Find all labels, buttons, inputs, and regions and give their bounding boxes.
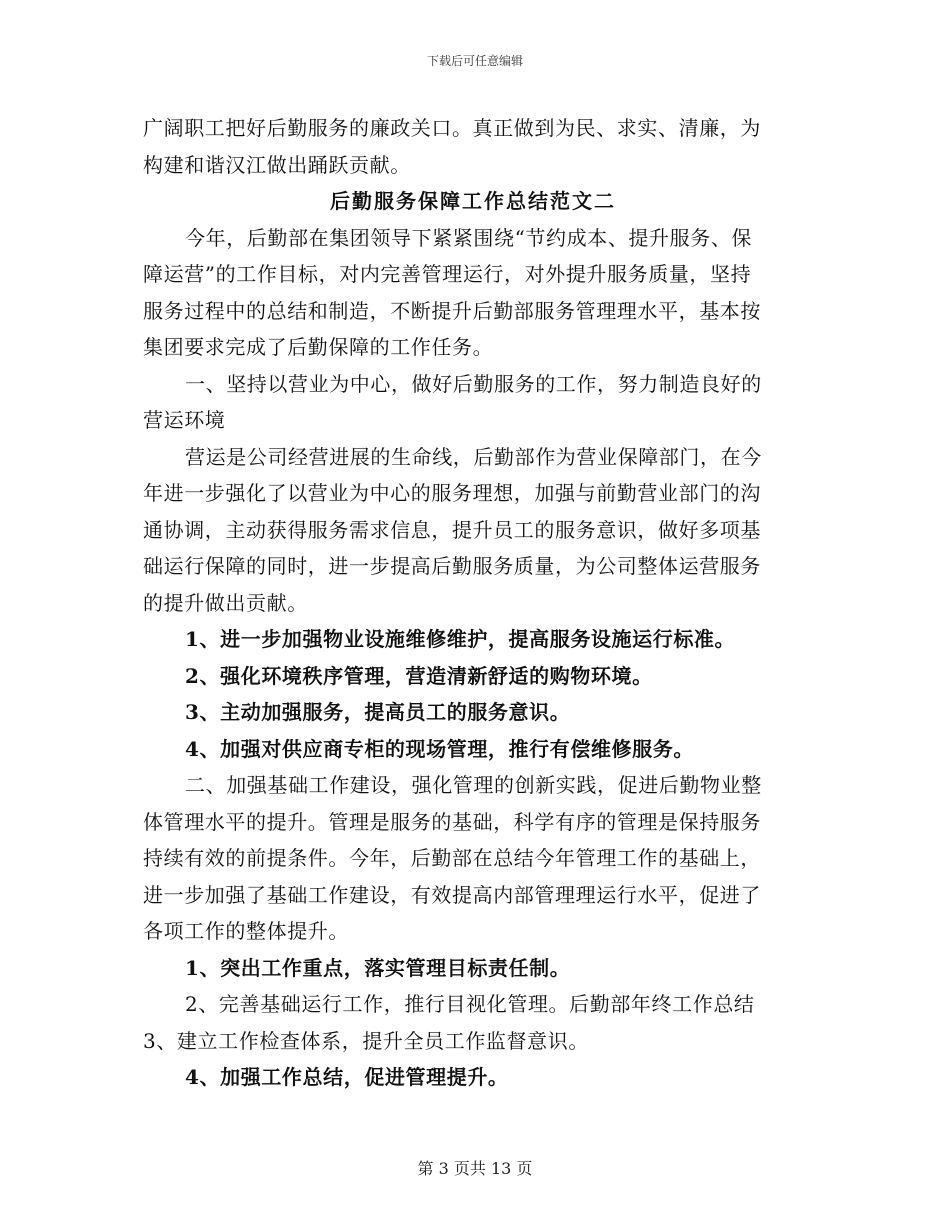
- heading-line: 营运环境: [143, 408, 226, 432]
- header-note: 下载后可任意编辑: [426, 54, 523, 68]
- body-line: 集团要求完成了后勤保障的工作任务。: [143, 335, 494, 359]
- body-line: 持续有效的前提条件。今年，后勤部在总结今年管理工作的基础上，: [143, 846, 761, 870]
- body-line: 的提升做出贡献。: [143, 590, 308, 615]
- list-item: 2、强化环境秩序管理，营造清新舒适的购物环境。: [185, 663, 653, 688]
- page-footer: 第 3 页共 13 页: [417, 1159, 533, 1178]
- body-line: 体管理水平的提升。管理是服务的基础，科学有序的管理是保持服务: [143, 809, 761, 834]
- body-line: 进一步加强了基础工作建设，有效提高内部管理理运行水平，促进了: [143, 882, 761, 907]
- body-line: 通协调，主动获得服务需求信息，提升员工的服务意识，做好多项基: [143, 517, 761, 542]
- body-line: 年进一步强化了以营业为中心的服务理想，加强与前勤营业部门的沟: [143, 481, 761, 505]
- list-item: 4、加强工作总结，促进管理提升。: [185, 1065, 509, 1089]
- body-line: 服务过程中的总结和制造，不断提升后勤部服务管理理水平，基本按: [143, 298, 761, 323]
- list-item: 1、进一步加强物业设施维修维护，提高服务设施运行标准。: [185, 627, 736, 651]
- body-line: 广阔职工把好后勤服务的廉政关口。真正做到为民、求实、清廉，为: [143, 116, 761, 140]
- list-item: 2、完善基础运行工作，推行目视化管理。后勤部年终工作总结: [185, 992, 755, 1016]
- section-title: 后勤服务保障工作总结范文二: [330, 189, 616, 213]
- list-item: 4、加强对供应商专柜的现场管理，推行有偿维修服务。: [185, 736, 694, 761]
- body-line: 各项工作的整体提升。: [143, 919, 349, 943]
- list-item: 3、建立工作检查体系，提升全员工作监督意识。: [143, 1028, 589, 1053]
- heading-line: 一、坚持以营业为中心，做好后勤服务的工作，努力制造良好的: [185, 371, 762, 396]
- body-line: 构建和谐汉江做出踊跃贡献。: [143, 152, 411, 177]
- list-item: 1、突出工作重点，落实管理目标责任制。: [185, 955, 571, 980]
- heading-line: 二、加强基础工作建设，强化管理的创新实践，促进后勤物业整: [185, 773, 762, 797]
- body-line: 障运营”的工作目标，对内完善管理运行，对外提升服务质量，坚持: [143, 262, 752, 286]
- document-body: [143, 110, 803, 1096]
- body-line: 营运是公司经营进展的生命线，后勤部作为营业保障部门，在今: [185, 444, 762, 469]
- list-item: 3、主动加强服务，提高员工的服务意识。: [185, 700, 571, 724]
- body-line: 础运行保障的同时，进一步提高后勤服务质量，为公司整体运营服务: [143, 554, 761, 578]
- body-line: 今年，后勤部在集团领导下紧紧围绕“节约成本、提升服务、保: [185, 225, 753, 250]
